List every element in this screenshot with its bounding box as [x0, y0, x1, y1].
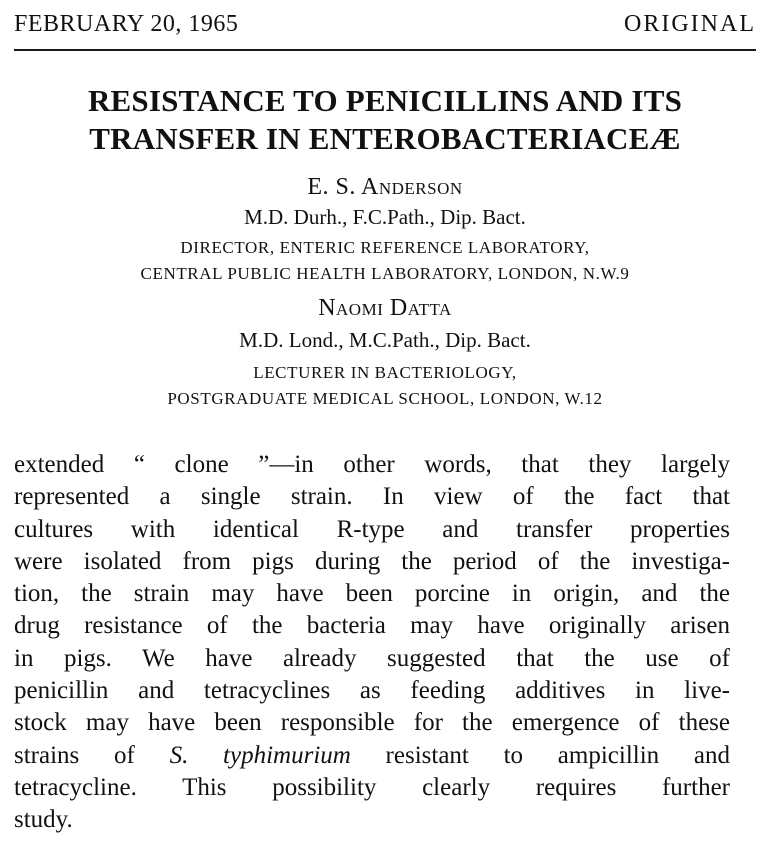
- issue-date: FEBRUARY 20, 1965: [14, 11, 239, 37]
- body-paragraph: [14, 449, 730, 837]
- author-2-name: Naomi Datta: [318, 295, 452, 321]
- line-text-before: strains of: [14, 741, 170, 769]
- body-line: stock may have been responsible for the emergence of these: [14, 709, 730, 737]
- section-label: ORIGINAL: [624, 11, 756, 37]
- title-line-1: RESISTANCE TO PENICILLINS AND ITS: [87, 83, 683, 118]
- header-rule: [14, 49, 756, 51]
- author-1-degrees: M.D. Durh., F.C.Path., Dip. Bact.: [244, 205, 526, 229]
- running-head: [14, 8, 756, 40]
- body-line: represented a single strain. In view of the fact that: [14, 483, 730, 511]
- title-line-2: TRANSFER IN ENTEROBACTERIACEÆ: [89, 121, 681, 156]
- article-title: [0, 82, 770, 158]
- author-1-affiliation-line-2: CENTRAL PUBLIC HEALTH LABORATORY, LONDON, N.W.9: [140, 264, 630, 283]
- body-line: were isolated from pigs during the period of the investiga-: [14, 547, 730, 575]
- author-1-name: E. S. Anderson: [307, 174, 463, 200]
- body-line-italic-species: [14, 740, 730, 772]
- body-line: extended “ clone ”—in other words, that they largely: [14, 451, 730, 478]
- line-text-after: resistant to ampicillin and: [350, 741, 730, 769]
- author-1-affiliation-line-1: DIRECTOR, ENTERIC REFERENCE LABORATORY,: [180, 238, 590, 257]
- body-line: drug resistance of the bacteria may have originally arisen: [14, 612, 730, 640]
- body-line: in pigs. We have already suggested that the use of: [14, 644, 730, 672]
- body-line: penicillin and tetracyclines as feeding additives in live-: [14, 677, 730, 705]
- species-name: S. typhimurium: [169, 741, 351, 769]
- author-2-affiliation-line-2: POSTGRADUATE MEDICAL SCHOOL, LONDON, W.12: [167, 389, 603, 408]
- author-2-degrees: M.D. Lond., M.C.Path., Dip. Bact.: [239, 328, 531, 352]
- author-2-affiliation-line-1: LECTURER IN BACTERIOLOGY,: [253, 363, 517, 382]
- body-line: tion, the strain may have been porcine in origin, and the: [14, 580, 730, 608]
- body-line-last: study.: [14, 806, 73, 834]
- body-line: tetracycline. This possibility clearly requires further: [14, 773, 730, 801]
- body-line: cultures with identical R-type and transfer properties: [14, 515, 730, 543]
